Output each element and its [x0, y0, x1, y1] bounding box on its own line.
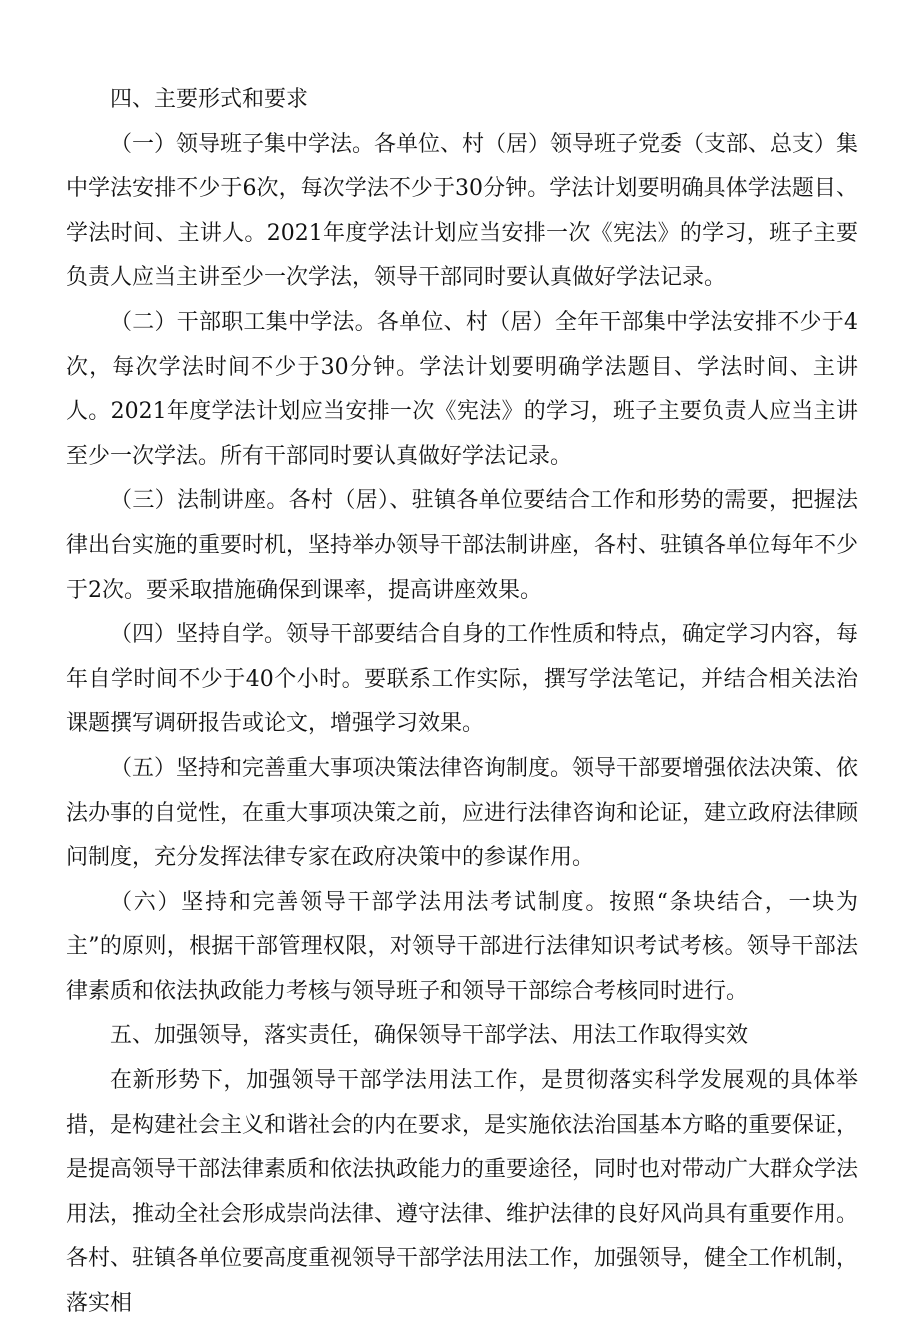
item-4-paragraph: （四）坚持自学。领导干部要结合自身的工作性质和特点，确定学习内容，每年自学时间不少于40个小时。要联系工作实际，撰写学法笔记，并结合相关法治课题撰写调研报告或论文，增强学习效果。 [66, 622, 859, 737]
item-3-paragraph: （三）法制讲座。各村（居）、驻镇各单位要结合工作和形势的需要，把握法律出台实施的重要时机，坚持举办领导干部法制讲座，各村、驻镇各单位每年不少于2次。要采取措施确保到课率，提高讲座效果。 [66, 488, 859, 603]
section-5-heading: 五、加强领导，落实责任，确保领导干部学法、用法工作取得实效 [110, 1023, 749, 1049]
item-6-paragraph: （六）坚持和完善领导干部学法用法考试制度。按照“条块结合，一块为主”的原则，根据干部管理权限，对领导干部进行法律知识考试考核。领导干部法律素质和依法执政能力考核与领导班子和领导干部综合考核同时进行。 [66, 889, 858, 1004]
item-2-paragraph: （二）干部职工集中学法。各单位、村（居）全年干部集中学法安排不少于4次，每次学法时间不少于30分钟。学法计划要明确学法题目、学法时间、主讲人。2021年度学法计划应当安排一次《宪法》的学习，班子主要负责人应当主讲至少一次学法。所有干部同时要认真做好学法记录。 [66, 309, 858, 469]
section-5-paragraph: 在新形势下，加强领导干部学法用法工作，是贯彻落实科学发展观的具体举措，是构建社会主义和谐社会的内在要求，是实施依法治国基本方略的重要保证，是提高领导干部法律素质和依法执政能力的重要途径，同时也对带动广大群众学法用法，推动全社会形成崇尚法律、遵守法律、维护法律的良好风尚具有重要作用。各村、驻镇各单位要高度重视领导干部学法用法工作，加强领导，健全工作机制，落实相 [66, 1068, 859, 1317]
item-5-paragraph: （五）坚持和完善重大事项决策法律咨询制度。领导干部要增强依法决策、依法办事的自觉性，在重大事项决策之前，应进行法律咨询和论证，建立政府法律顾问制度，充分发挥法律专家在政府决策中的参谋作用。 [66, 755, 859, 871]
item-1-paragraph: （一）领导班子集中学法。各单位、村（居）领导班子党委（支部、总支）集中学法安排不少于6次，每次学法不少于30分钟。学法计划要明确具体学法题目、学法时间、主讲人。2021年度学法计划应当安排一次《宪法》的学习，班子主要负责人应当主讲至少一次学法，领导干部同时要认真做好学法记录。 [66, 131, 859, 291]
section-4-heading: 四、主要形式和要求 [110, 87, 309, 112]
document-page [66, 78, 858, 1327]
